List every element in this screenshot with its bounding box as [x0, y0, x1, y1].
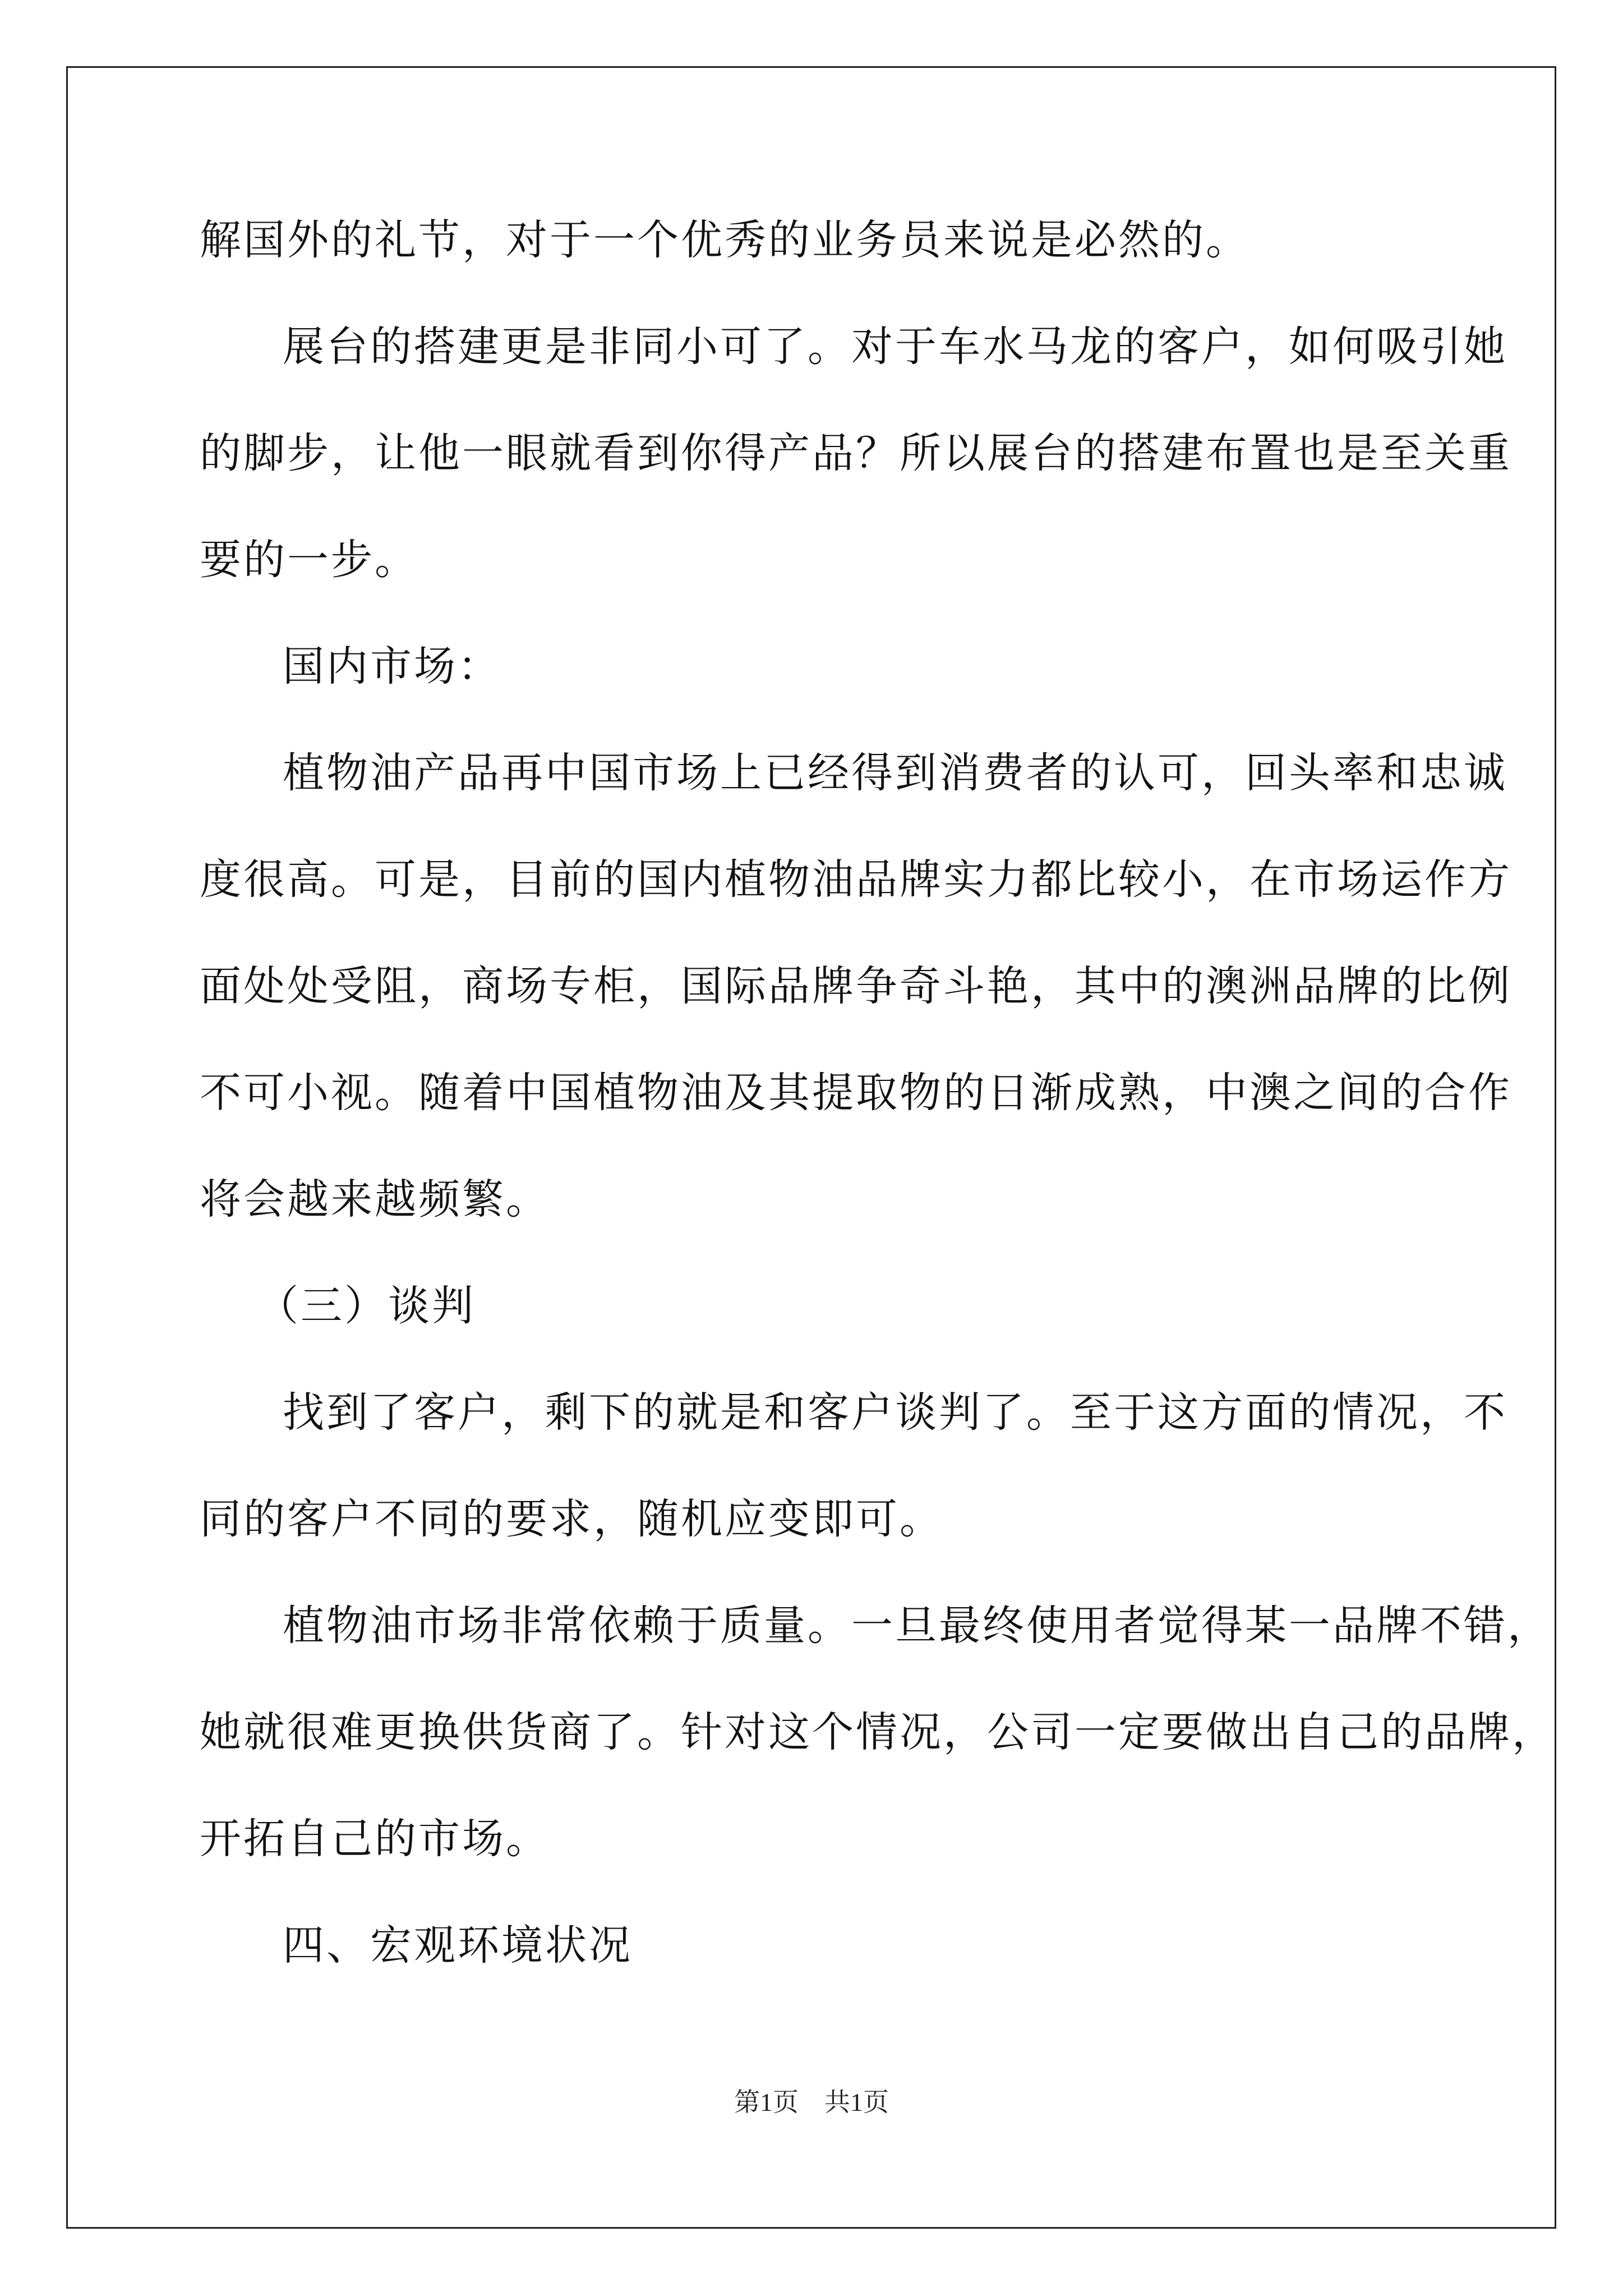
paragraph-line: 要的一步。	[200, 536, 418, 584]
paragraph-line: 展台的搭建更是非同小可了。对于车水马龙的客户，如何吸引她	[283, 323, 1507, 371]
paragraph-line: 开拓自己的市场。	[200, 1815, 550, 1863]
paragraph-line: 度很高。可是，目前的国内植物油品牌实力都比较小，在市场运作方	[200, 855, 1512, 904]
section-heading: 国内市场：	[283, 642, 501, 691]
paragraph-line: 不可小视。随着中国植物油及其提取物的日渐成熟，中澳之间的合作	[200, 1069, 1512, 1117]
paragraph-line: 找到了客户，剩下的就是和客户谈判了。至于这方面的情况，不	[283, 1388, 1507, 1437]
section-heading: 四、宏观环境状况	[283, 1921, 633, 1970]
page-border	[66, 66, 1556, 2229]
section-heading: （三）谈判	[257, 1282, 476, 1330]
paragraph-line: 将会越来越频繁。	[200, 1175, 550, 1223]
paragraph-line: 植物油产品再中国市场上已经得到消费者的认可，回头率和忠诚	[283, 749, 1507, 797]
page-number-footer: 第1页 共1页	[734, 2088, 889, 2116]
paragraph-line: 面处处受阻，商场专柜，国际品牌争奇斗艳，其中的澳洲品牌的比例	[200, 962, 1512, 1010]
paragraph-line: 同的客户不同的要求，随机应变即可。	[200, 1495, 943, 1543]
paragraph-line: 解国外的礼节，对于一个优秀的业务员来说是必然的。	[200, 216, 1249, 264]
paragraph-line: 的脚步，让他一眼就看到你得产品？所以展台的搭建布置也是至关重	[200, 429, 1512, 477]
paragraph-line: 她就很难更换供货商了。针对这个情况，公司一定要做出自己的品牌，	[200, 1708, 1556, 1756]
paragraph-line: 植物油市场非常依赖于质量。一旦最终使用者觉得某一品牌不错，	[283, 1602, 1551, 1650]
